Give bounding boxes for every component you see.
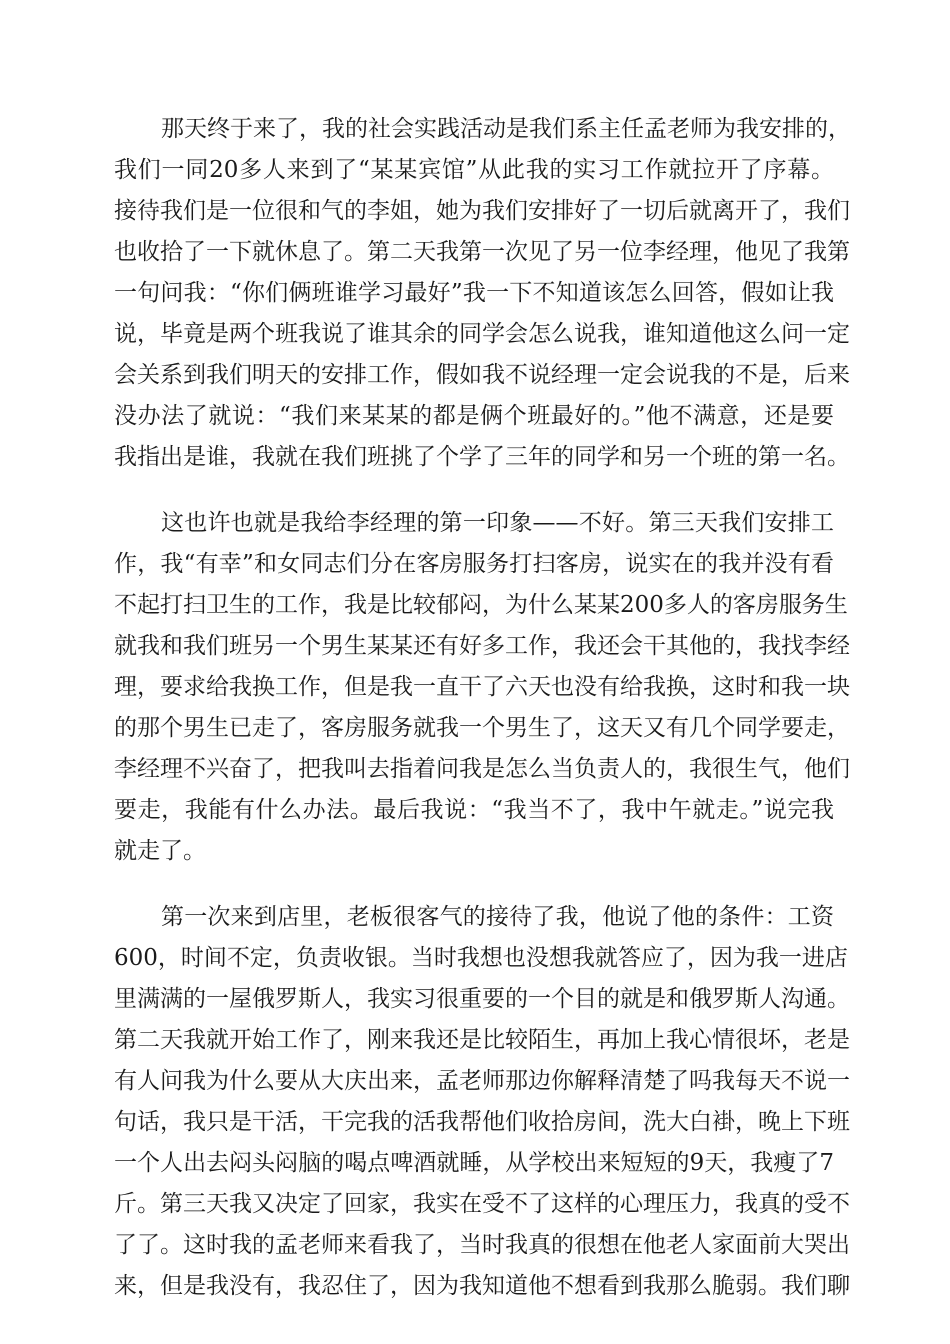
text-line: 一句问我：“你们俩班谁学习最好”我一下不知道该怎么回答，假如让我	[114, 280, 834, 306]
text-line: 要走，我能有什么办法。最后我说：“我当不了，我中午就走。”说完我	[114, 797, 834, 823]
text-line: 里满满的一屋俄罗斯人，我实习很重要的一个目的就是和俄罗斯人沟通。	[114, 986, 850, 1012]
text-line: 句话，我只是干活，干完我的活我帮他们收拾房间，洗大白褂，晚上下班	[114, 1109, 850, 1135]
text-line: 会关系到我们明天的安排工作，假如我不说经理一定会说我的不是，后来	[114, 362, 850, 388]
text-line: 也收拾了一下就休息了。第二天我第一次见了另一位李经理，他见了我第	[114, 239, 850, 265]
text-line: 600，时间不定，负责收银。当时我想也没想我就答应了，因为我一进店	[114, 945, 848, 971]
text-line: 说，毕竟是两个班我说了谁其余的同学会怎么说我，谁知道他这么问一定	[114, 321, 850, 347]
text-line: 来，但是我没有，我忍住了，因为我知道他不想看到我那么脆弱。我们聊	[114, 1273, 850, 1299]
text-line: 我指出是谁，我就在我们班挑了个学了三年的同学和另一个班的第一名。	[114, 444, 850, 470]
text-line: 有人问我为什么要从大庆出来，孟老师那边你解释清楚了吗我每天不说一	[114, 1068, 850, 1094]
text-line: 第一次来到店里，老板很客气的接待了我，他说了他的条件：工资	[161, 904, 834, 930]
text-line: 就走了。	[114, 838, 206, 864]
document-body	[114, 109, 851, 1332]
text-line: 这也许也就是我给李经理的第一印象——不好。第三天我们安排工	[161, 510, 834, 536]
text-line: 我们一同20多人来到了“某某宾馆”从此我的实习工作就拉开了序幕。	[114, 157, 834, 183]
text-line: 不起打扫卫生的工作，我是比较郁闷，为什么某某200多人的客房服务生	[114, 592, 848, 618]
text-line: 的那个男生已走了，客房服务就我一个男生了，这天又有几个同学要走，	[114, 715, 850, 741]
paragraph-3	[114, 897, 850, 1307]
text-line: 一个人出去闷头闷脑的喝点啤酒就睡，从学校出来短短的9天，我瘦了7	[114, 1150, 834, 1176]
text-line: 斤。第三天我又决定了回家，我实在受不了这样的心理压力，我真的受不	[114, 1191, 850, 1217]
text-line: 李经理不兴奋了，把我叫去指着问我是怎么当负责人的，我很生气，他们	[114, 756, 850, 782]
paragraph-2	[114, 503, 850, 872]
text-line: 那天终于来了，我的社会实践活动是我们系主任孟老师为我安排的，	[161, 116, 851, 142]
text-line: 接待我们是一位很和气的李姐，她为我们安排好了一切后就离开了，我们	[114, 198, 850, 224]
text-line: 没办法了就说：“我们来某某的都是俩个班最好的。”他不满意，还是要	[114, 403, 834, 429]
text-line: 就我和我们班另一个男生某某还有好多工作，我还会干其他的，我找李经	[114, 633, 850, 659]
text-line: 第二天我就开始工作了，刚来我还是比较陌生，再加上我心情很坏，老是	[114, 1027, 850, 1053]
paragraph-1	[114, 109, 851, 478]
text-line: 了了。这时我的孟老师来看我了，当时我真的很想在他老人家面前大哭出	[114, 1232, 850, 1258]
text-line: 作，我“有幸”和女同志们分在客房服务打扫客房，说实在的我并没有看	[114, 551, 834, 577]
text-line: 理，要求给我换工作，但是我一直干了六天也没有给我换，这时和我一块	[114, 674, 850, 700]
